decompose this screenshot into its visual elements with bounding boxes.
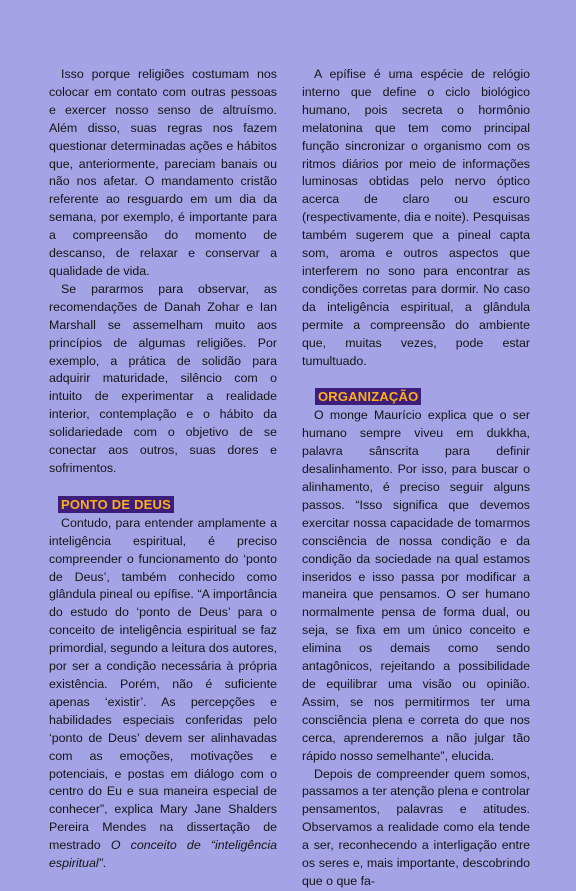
section-heading-organizacao: ORGANIZAÇÃO [315, 388, 421, 405]
paragraph-end: . [102, 856, 107, 871]
paragraph: A epífise é uma espécie de relógio interno que define o ciclo biológico humano, pois secreta o hormônio melatonina que tem como principal função sincronizar o organismo com os ritmos diários por meio de informações luminosas obtidas pelo nervo óptico acerca de claro ou escuro (respectivamente, dia e noite). Pesquisas também sugerem que a pineal capta som, aroma e outros aspectos que interferem no sono para encontrar as condições corretas para dormir. No caso da inteligência espiritual, a glândula permite a compreensão do ambiente que, muitas vezes, pode estar tumultuado. [302, 67, 530, 368]
left-column [49, 66, 277, 873]
paragraph: O monge Maurício explica que o ser humano sempre viveu em dukkha, palavra sânscrita para definir desalinhamento. Por isso, para buscar o alinhamento, é preciso seguir alguns passos. “Isso significa que devemos exercitar nossa capacidade de tomarmos consciência de nossa condição e da condição da sociedade na qual estamos inseridos e isso passa por modificar a maneira que pensamos. O ser humano normalmente pensa de forma dual, ou seja, se fixa em um único conceito e elimina os demais como sendo antagônicos, rejeitando a possibilidade de equilibrar uma visão ou opinião. Assim, se nos permitirmos ter uma consciência plena e correta do que nos cerca, aprenderemos a não julgar tão rápido nosso semelhante”, elucida. [302, 408, 530, 763]
right-column [302, 66, 530, 891]
paragraph [49, 515, 277, 873]
paragraph-text: Contudo, para entender amplamente a inteligência espiritual, é preciso compreender o funcionamento do ‘ponto de Deus’, também conhecido como glândula pineal ou epífise. “A importância do estudo do ‘ponto de Deus’ para o conceito de inteligência espiritual se faz primordial, segundo a leitura dos autores, por ser a condição necessária à própria existência. Porém, não é suficiente apenas ‘existir’. As percepções e habilidades especiais conferidas pelo ‘ponto de Deus’ devem ser alinhavadas com as emoções, motivações e potenciais, e postas em diálogo com o centro do Eu e sua maneira especial de conhecer”, explica Mary Jane Shalders Pereira Mendes na dissertação de mestrado [49, 515, 277, 853]
paragraph: Isso porque religiões costumam nos colocar em contato com outras pessoas e exercer nosso senso de altruísmo. Além disso, suas regras nos fazem questionar determinadas ações e hábitos que, anteriormente, pareciam banais ou não nos afetar. O mandamento cristão referente ao resguardo em um dia da semana, por exemplo, é importante para a compreensão do momento de descanso, de relaxar e conservar a qualidade de vida. [49, 67, 277, 278]
section-heading-ponto-de-deus: PONTO DE DEUS [58, 496, 174, 513]
paragraph: Depois de compreender quem somos, passamos a ter atenção plena e controlar pensamentos, palavras e atitudes. Observamos a realidade como ela tende a ser, reconhecendo a interligação entre os seres e, mais importante, descobrindo que o que fa- [302, 766, 530, 888]
paragraph: Se pararmos para observar, as recomendações de Danah Zohar e Ian Marshall se assemelham muito aos princípios de algumas religiões. Por exemplo, a prática de solidão para adquirir maturidade, silêncio com o intuito de experimentar a realidade interior, contemplação e o hábito da solidariedade com o objetivo de se conectar aos outros, suas dores e sofrimentos. [49, 281, 277, 475]
dissertation-title: O conceito de “inteligência espiritual” [49, 838, 277, 871]
